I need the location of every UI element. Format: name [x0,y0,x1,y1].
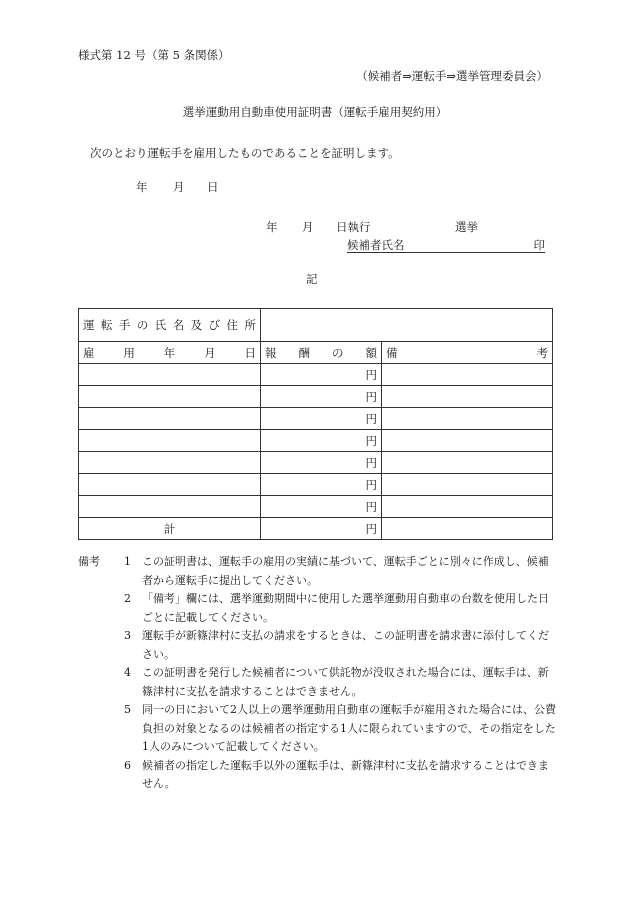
note-item [78,664,558,701]
note-number: 5 [124,703,131,716]
remarks-field[interactable] [382,430,553,452]
name-address-label-cell [79,309,261,342]
employment-date-header-char: 雇 [83,345,95,360]
name-address-label-char: 運 [83,318,95,332]
note-item [78,590,558,627]
employment-date-field[interactable] [79,474,261,496]
table-row [79,452,553,474]
employment-date-header-char: 日 [244,345,256,360]
name-address-label [83,317,256,333]
intro-statement: 次のとおり運転手を雇用したものであることを証明します。 [90,146,400,160]
name-address-row [79,309,553,342]
table-row [79,386,553,408]
remarks-header-char: 考 [536,345,548,360]
remarks-field[interactable] [382,386,553,408]
name-address-field[interactable] [261,309,553,342]
name-address-label-char: の [136,318,149,332]
note-text: 「備考」欄には、選挙運動期間中に使用した選挙運動用自動車の台数を使用した日ごとに記載してください。 [142,592,549,624]
employment-date-header-char: 年 [163,345,176,360]
remuneration-field[interactable]: 円 [261,364,382,386]
remarks-header-char: 備 [386,345,398,360]
remarks-field[interactable] [382,364,553,386]
seal-mark: 印 [533,238,545,252]
document-title: 選挙運動用自動車使用証明書（運転手雇用契約用） [182,105,448,119]
note-number: 6 [124,758,131,772]
table-row [79,408,553,430]
remuneration-table [78,308,553,540]
total-label: 計 [79,518,261,540]
note-indent [78,590,124,627]
remuneration-field[interactable]: 円 [261,452,382,474]
table-row [79,430,553,452]
note-text: 運転手が新篠津村に支払の請求をするときは、この証明書を請求書に添付してください。 [142,629,549,661]
note-item [78,627,558,664]
note-number: 1 [124,555,131,568]
ki-heading: 記 [306,272,318,286]
total-row [79,518,553,540]
name-address-label-char: 及 [190,318,203,332]
employment-date-field[interactable] [79,452,261,474]
employment-date-field[interactable] [79,496,261,518]
remuneration-field[interactable]: 円 [261,386,382,408]
note-indent [78,757,124,794]
remarks-header [382,342,553,364]
name-address-label-char: 氏 [154,318,167,332]
employment-date-field[interactable] [79,364,261,386]
notes-heading: 備考 [78,555,100,568]
note-indent [78,627,124,664]
candidate-name-label: 候補者氏名 [347,238,405,252]
remarks-field[interactable] [382,408,553,430]
date-year-label: 年 [136,180,148,194]
remuneration-header-char: の [332,345,344,360]
exec-month-label: 月 [302,220,314,234]
note-item [78,757,558,794]
form-number: 様式第 12 号（第 5 条関係） [78,48,230,62]
employment-date-header-char: 月 [204,345,216,360]
submission-flow: （候補者⇒運転手⇒選挙管理委員会） [356,69,548,83]
remuneration-field[interactable]: 円 [261,474,382,496]
note-text: 同一の日において2人以上の選挙運動用自動車の運転手が雇用された場合には、公費負担の対象となるのは候補者の指定する1人に限られていますので、その指定をした1人のみについて記載してください。 [142,703,556,753]
notes-section [78,553,558,794]
name-address-label-char: 住 [226,318,238,332]
employment-date-header [79,342,261,364]
election-label: 選挙 [455,220,478,234]
exec-year-label: 年 [266,220,278,234]
remuneration-header [261,342,382,364]
remuneration-field[interactable]: 円 [261,430,382,452]
note-item [78,701,558,757]
remarks-field[interactable] [382,452,553,474]
employment-date-field[interactable] [79,408,261,430]
remuneration-header-char: 酬 [298,345,310,360]
note-text: 候補者の指定した運転手以外の運転手は、新篠津村に支払を請求することはできません。 [142,758,549,790]
name-address-label-char: 手 [118,318,131,332]
employment-date-field[interactable] [79,430,261,452]
candidate-signature-line[interactable] [347,237,545,253]
remuneration-header-char: 額 [365,345,377,360]
total-remarks-field[interactable] [382,518,553,540]
table-row [79,474,553,496]
employment-date-header-char: 用 [123,345,135,360]
note-number: 2 [124,592,131,605]
note-text: この証明書を発行した候補者について供託物が没収された場合には、運転手は、新篠津村に支払を請求することはできません。 [142,666,549,698]
table-row [79,364,553,386]
name-address-label-char: 名 [172,318,185,332]
note-number: 3 [124,629,131,642]
header-row [79,342,553,364]
total-amount-field[interactable]: 円 [261,518,382,540]
remuneration-field[interactable]: 円 [261,408,382,430]
name-address-label-char: び [208,318,221,332]
note-indent [78,664,124,701]
name-address-label-char: 転 [100,318,113,332]
employment-date-field[interactable] [79,386,261,408]
remuneration-header-char: 報 [265,345,277,360]
exec-day-label: 日執行 [336,220,371,234]
remarks-field[interactable] [382,496,553,518]
date-day-label: 日 [207,180,219,194]
name-address-label-char: 所 [244,318,256,332]
note-number: 4 [124,666,131,679]
note-item [78,553,558,590]
note-text: この証明書は、運転手の雇用の実績に基づいて、運転手ごとに別々に作成し、候補者から運転手に提出してください。 [142,555,549,587]
note-indent [78,701,124,757]
remuneration-field[interactable]: 円 [261,496,382,518]
date-month-label: 月 [173,180,185,194]
table-row [79,496,553,518]
remarks-field[interactable] [382,474,553,496]
